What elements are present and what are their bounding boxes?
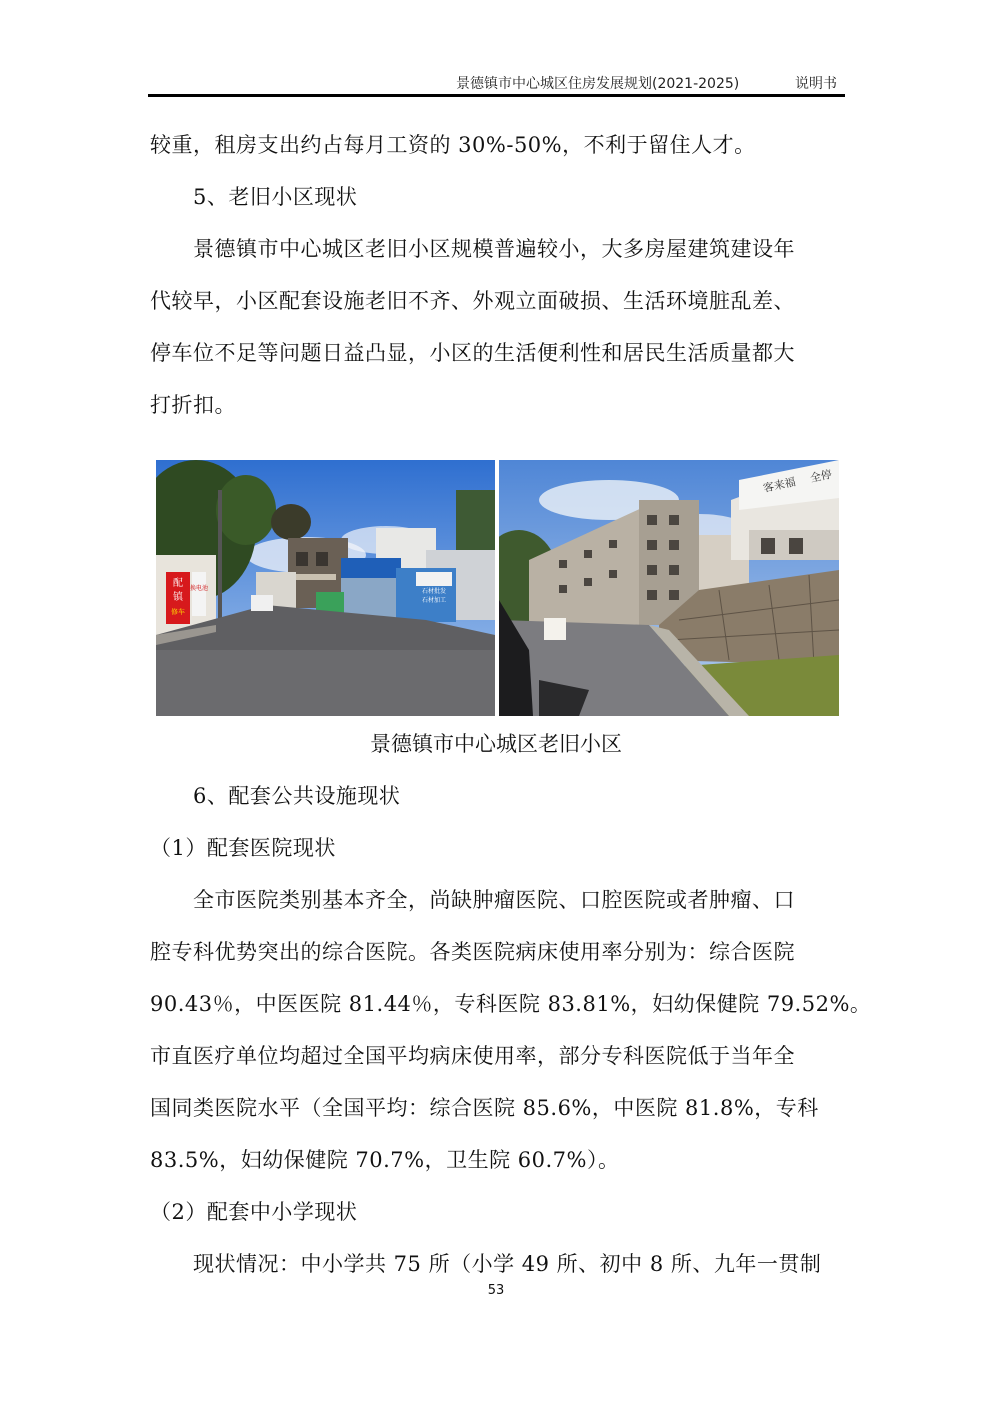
- photo-caption: 景德镇市中心城区老旧小区: [370, 732, 622, 756]
- shop-sign-text: 修车: [171, 608, 185, 616]
- paragraph-line: 较重，租房支出约占每月工资的 30%-50%，不利于留住人才。: [150, 133, 756, 157]
- subsection-heading-schools: （2）配套中小学现状: [150, 1200, 358, 1224]
- shop-sign-char: 镇: [173, 592, 183, 603]
- building-sign-text: 全停: [808, 467, 834, 485]
- paragraph-line: 腔专科优势突出的综合医院。各类医院病床使用率分别为：综合医院: [150, 940, 795, 964]
- header-doc-type: 说明书: [795, 76, 837, 92]
- paragraph-line: 现状情况：中小学共 75 所（小学 49 所、初中 8 所、九年一贯制: [150, 1252, 822, 1276]
- paragraph-line: 景德镇市中心城区老旧小区规模普遍较小，大多房屋建筑建设年: [150, 237, 795, 261]
- shop-sign-char: 配: [173, 578, 183, 589]
- photo-old-street: [156, 460, 495, 716]
- shop-sign-text: 石材加工: [421, 597, 447, 604]
- header-title: 景德镇市中心城区住房发展规划(2021-2025): [456, 76, 740, 92]
- paragraph-line: 代较早，小区配套设施老旧不齐、外观立面破损、生活环境脏乱差、: [150, 289, 795, 313]
- page-number: 53: [487, 1283, 505, 1298]
- section-heading-old-communities: 5、老旧小区现状: [150, 185, 358, 209]
- paragraph-line: 打折扣。: [150, 393, 236, 417]
- subsection-heading-hospitals: （1）配套医院现状: [150, 836, 336, 860]
- shop-sign-text: 换电池: [189, 585, 209, 592]
- paragraph-line: 国同类医院水平（全国平均：综合医院 85.6%，中医院 81.8%，专科: [150, 1096, 819, 1120]
- paragraph-line: 全市医院类别基本齐全，尚缺肿瘤医院、口腔医院或者肿瘤、口: [150, 888, 795, 912]
- section-heading-public-facilities: 6、配套公共设施现状: [150, 784, 401, 808]
- paragraph-line: 83.5%，妇幼保健院 70.7%，卫生院 60.7%）。: [150, 1148, 620, 1172]
- building-sign-text: 客来福: [761, 475, 797, 495]
- page-header: [148, 68, 845, 97]
- paragraph-line: 市直医疗单位均超过全国平均病床使用率，部分专科医院低于当年全: [150, 1044, 795, 1068]
- paragraph-line: 90.43％，中医医院 81.44％，专科医院 83.81%，妇幼保健院 79.52%。: [150, 992, 872, 1016]
- shop-sign-text: 石材批发: [421, 588, 447, 595]
- photo-old-residential-blocks: [499, 460, 839, 716]
- paragraph-line: 停车位不足等问题日益凸显，小区的生活便利性和居民生活质量都大: [150, 341, 795, 365]
